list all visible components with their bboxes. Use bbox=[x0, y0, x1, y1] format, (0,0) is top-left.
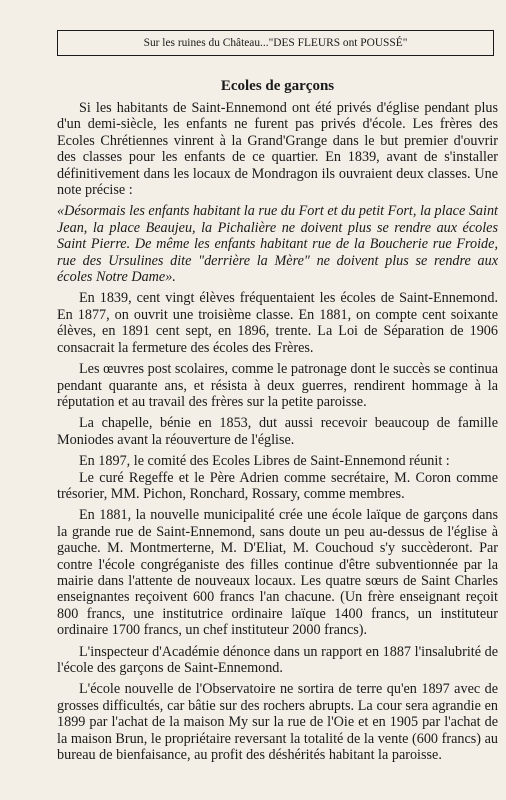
paragraph-chapel: La chapelle, bénie en 1853, dut aussi recevoir beaucoup de famille Moniodes avant la réouverture de l'église. bbox=[57, 415, 498, 448]
header-caption: Sur les ruines du Château..."DES FLEURS ont POUSSÉ" bbox=[143, 37, 408, 49]
paragraph-quote: «Désormais les enfants habitant la rue du Fort et du petit Fort, la place Saint Jean, la place Beaujeu, la Pichalière ne doivent plus se rendre aux écoles Saint Pierre. De même les enfants habitant rue de la Boucherie rue Froide, rue des Ursulines dite "derrière la Mère" ne doivent plus se rendre aux écoles Notre Dame». bbox=[57, 203, 498, 286]
section-title: Ecoles de garçons bbox=[220, 78, 335, 94]
paragraph-secular-school: En 1881, la nouvelle municipalité crée une école laïque de garçons dans la grande rue de Saint-Ennemond, sans doute un peu au-dessus de l'église à gauche. M. Montmerterne, M. D'Eliat, M. Couchoud s'y succèderont. Par contre l'école congréganiste des filles continue d'être subventionnée par la mairie dans l'attente de nouveaux locaux. Les quatre sœurs de Saint Charles enseignantes reçoivent 600 francs l'an chacune. (Un frère enseignant reçoit 800 francs, une institutrice ordinaire laïque 1400 francs, un instituteur ordinaire 1700 francs, un chef instituteur 2000 francs). bbox=[57, 507, 498, 639]
paragraph-intro: Si les habitants de Saint-Ennemond ont été privés d'église pendant plus d'un demi-siècle, les enfants ne furent pas privés d'école. Les frères des Ecoles Chrétiennes vinrent à la Grand'Grange dans le but premier d'ouvrir des classes pour les enfants de ce quartier. En 1839, avant de s'installer définitivement dans les locaux de Mondragon ils ouvraient deux classes. Une note précise : bbox=[57, 100, 498, 199]
paragraph-post-school: Les œuvres post scolaires, comme le patronage dont le succès se continua pendant quarante ans, et résista à deux guerres, rendirent hommage à la réputation et au travail des frères sur la petite paroisse. bbox=[57, 361, 498, 410]
paragraph-observatoire: L'école nouvelle de l'Observatoire ne sortira de terre qu'en 1897 avec de grosses difficultés, car bâtie sur des rochers abrupts. La cour sera agrandie en 1899 par l'achat de la maison My sur la rue de l'Oie et en 1905 par l'achat de la maison Brun, le propriétaire reversant la totalité de la vente (600 francs) au bureau de bienfaisance, au profit des déshérités habitant la paroisse. bbox=[57, 681, 498, 764]
paragraph-committee-intro: En 1897, le comité des Ecoles Libres de Saint-Ennemond réunit : bbox=[79, 453, 450, 470]
header-caption-box bbox=[57, 30, 494, 56]
paragraph-enrollment: En 1839, cent vingt élèves fréquentaient les écoles de Saint-Ennemond. En 1877, on ouvrit une troisième classe. En 1881, on compte cent soixante élèves, en 1891 cent sept, en 1896, trente. La Loi de Séparation de 1906 consacrait la fermeture des écoles des Frères. bbox=[57, 290, 498, 356]
paragraph-inspector: L'inspecteur d'Académie dénonce dans un rapport en 1887 l'insalubrité de l'école des garçons de Saint-Ennemond. bbox=[57, 643, 498, 676]
paragraph-committee-members: Le curé Regeffe et le Père Adrien comme secrétaire, M. Coron comme trésorier, MM. Pichon, Ronchard, Rossary, comme membres. bbox=[57, 469, 498, 502]
